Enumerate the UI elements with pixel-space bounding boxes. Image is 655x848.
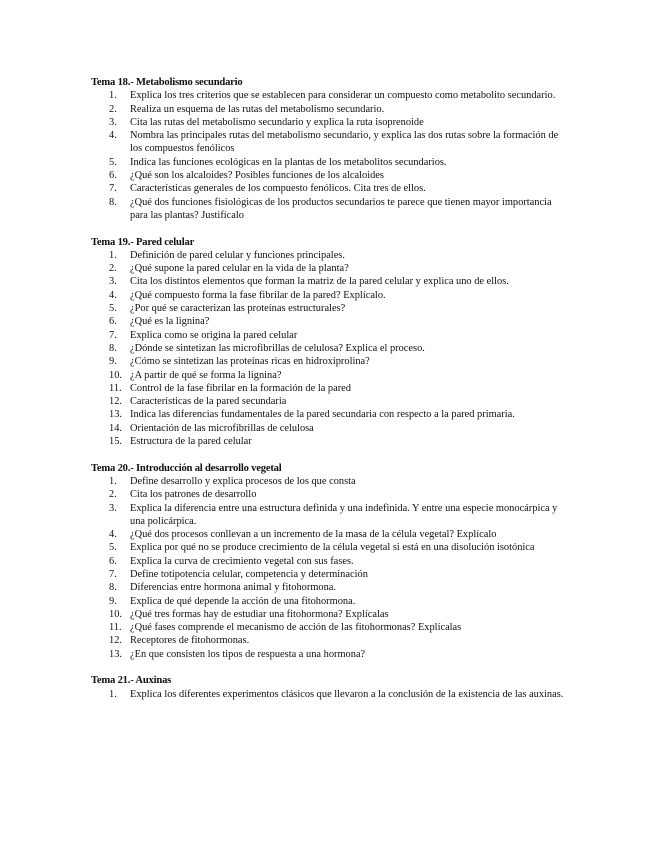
list-item bbox=[0, 688, 655, 701]
item-text: Realiza un esquema de las rutas del metabolismo secundario. bbox=[130, 103, 385, 115]
item-number: 13. bbox=[109, 648, 122, 660]
item-number: 1. bbox=[109, 90, 117, 102]
list-item bbox=[0, 528, 655, 541]
document-page bbox=[0, 76, 655, 701]
item-text: ¿Qué dos funciones fisiológicas de los productos secundarios te parece que tienen mayor importancia para las plantas? Justifícalo bbox=[130, 196, 552, 221]
section-tema-19 bbox=[0, 236, 655, 449]
list-item bbox=[0, 541, 655, 554]
item-number: 5. bbox=[109, 156, 117, 168]
item-number: 1. bbox=[109, 475, 117, 487]
item-text: Definición de pared celular y funciones principales. bbox=[130, 249, 345, 261]
list-item bbox=[0, 568, 655, 581]
item-number: 12. bbox=[109, 396, 122, 408]
section-title: Tema 18.- Metabolismo secundario bbox=[91, 77, 243, 88]
item-number: 8. bbox=[109, 582, 117, 594]
list-item bbox=[0, 648, 655, 661]
item-text: ¿Qué supone la pared celular en la vida de la planta? bbox=[130, 263, 349, 275]
list-item bbox=[0, 275, 655, 288]
list-item bbox=[0, 262, 655, 275]
item-text: Nombra las principales rutas del metabolismo secundario, y explica las dos rutas sobre la formación de los compuestos fenólicos bbox=[130, 130, 559, 155]
item-number: 4. bbox=[109, 529, 117, 541]
item-text: Estructura de la pared celular bbox=[130, 436, 252, 448]
item-text: Diferencias entre hormona animal y fitohormona. bbox=[130, 582, 337, 594]
list-item bbox=[0, 342, 655, 355]
item-text: Características generales de los compuesto fenólicos. Cita tres de ellos. bbox=[130, 183, 426, 195]
item-text: Explica la diferencia entre una estructura definida y una indefinida. Y entre una especie monocárpica y una policárpica. bbox=[130, 502, 558, 527]
item-text: Explica por qué no se produce crecimiento de la célula vegetal si está en una disolución isotónica bbox=[130, 542, 535, 554]
list-item bbox=[0, 129, 655, 156]
item-number: 5. bbox=[109, 542, 117, 554]
item-number: 5. bbox=[109, 303, 117, 315]
list-item bbox=[0, 103, 655, 116]
item-text: Características de la pared secundaria bbox=[130, 396, 287, 408]
item-text: ¿Cómo se sintetizan las proteínas ricas en hidroxiprolina? bbox=[130, 356, 370, 368]
item-text: ¿A partir de qué se forma la lignina? bbox=[130, 369, 282, 381]
item-text: ¿Qué es la lignina? bbox=[130, 316, 210, 328]
item-number: 11. bbox=[109, 382, 122, 394]
section-gap bbox=[0, 448, 655, 461]
list-item bbox=[0, 621, 655, 634]
item-number: 4. bbox=[109, 289, 117, 301]
list-item bbox=[0, 581, 655, 594]
list-item bbox=[0, 289, 655, 302]
item-number: 6. bbox=[109, 170, 117, 182]
section-tema-18 bbox=[0, 76, 655, 222]
item-text: ¿Dónde se sintetizan las microfibrillas de celulosa? Explica el proceso. bbox=[130, 342, 425, 354]
list-item bbox=[0, 196, 655, 223]
item-text: ¿Qué dos procesos conllevan a un incremento de la masa de la célula vegetal? Explícalo bbox=[130, 529, 497, 541]
section-title: Tema 19.- Pared celular bbox=[91, 236, 195, 248]
item-text: Explica los diferentes experimentos clásicos que llevaron a la conclusión de la existencia de las auxinas. bbox=[130, 688, 564, 700]
list-item bbox=[0, 169, 655, 182]
section-gap bbox=[0, 222, 655, 235]
item-text: Explica como se origina la pared celular bbox=[130, 329, 298, 341]
list-item bbox=[0, 488, 655, 501]
item-text: ¿Qué compuesto forma la fase fibrilar de la pared? Explícalo. bbox=[130, 289, 386, 301]
list-item bbox=[0, 435, 655, 448]
section-gap bbox=[0, 661, 655, 674]
list-item bbox=[0, 395, 655, 408]
list-item bbox=[0, 315, 655, 328]
item-text: ¿Qué son los alcaloides? Posibles funciones de los alcaloides bbox=[130, 170, 384, 182]
item-number: 6. bbox=[109, 555, 117, 567]
item-text: ¿Por qué se caracterizan las proteínas estructurales? bbox=[130, 303, 346, 315]
item-text: Cita los patrones de desarrollo bbox=[130, 489, 257, 501]
list-item bbox=[0, 249, 655, 262]
section-title: Tema 21.- Auxinas bbox=[91, 675, 172, 687]
item-text: Cita los distintos elementos que forman la matriz de la pared celular y explica uno de ellos. bbox=[130, 276, 509, 288]
item-number: 7. bbox=[109, 568, 117, 580]
question-list bbox=[0, 475, 655, 661]
section-title: Tema 20.- Introducción al desarrollo vegetal bbox=[91, 462, 282, 474]
question-list bbox=[0, 688, 655, 701]
item-text: Indica las diferencias fundamentales de la pared secundaria con respecto a la pared primaria. bbox=[130, 409, 515, 421]
item-text: Define desarrollo y explica procesos de los que consta bbox=[130, 475, 356, 487]
item-text: Cita las rutas del metabolismo secundario y explica la ruta isoprenoide bbox=[130, 116, 424, 128]
list-item bbox=[0, 89, 655, 102]
question-list bbox=[0, 89, 655, 222]
list-item bbox=[0, 502, 655, 529]
item-text: Orientación de las microfibrillas de celulosa bbox=[130, 422, 314, 434]
item-number: 9. bbox=[109, 356, 117, 368]
list-item bbox=[0, 329, 655, 342]
item-text: ¿En que consisten los tipos de respuesta a una hormona? bbox=[130, 648, 366, 660]
item-number: 2. bbox=[109, 489, 117, 501]
item-number: 3. bbox=[109, 276, 117, 288]
item-text: Explica de qué depende la acción de una fitohormona. bbox=[130, 595, 356, 607]
list-item bbox=[0, 475, 655, 488]
item-number: 13. bbox=[109, 409, 122, 421]
item-number: 11. bbox=[109, 622, 122, 634]
list-item bbox=[0, 302, 655, 315]
item-number: 1. bbox=[109, 249, 117, 261]
item-text: Define totipotencia celular, competencia y determinación bbox=[130, 568, 368, 580]
item-number: 15. bbox=[109, 436, 122, 448]
item-number: 3. bbox=[109, 502, 117, 514]
list-item bbox=[0, 608, 655, 621]
item-number: 12. bbox=[109, 635, 122, 647]
question-list bbox=[0, 249, 655, 448]
item-text: ¿Qué fases comprende el mecanismo de acción de las fitohormonas? Explícalas bbox=[130, 622, 462, 634]
item-number: 2. bbox=[109, 103, 117, 115]
item-number: 10. bbox=[109, 369, 122, 381]
list-item bbox=[0, 116, 655, 129]
item-number: 4. bbox=[109, 130, 117, 142]
section-tema-20 bbox=[0, 462, 655, 661]
item-number: 8. bbox=[109, 342, 117, 354]
item-text: Explica los tres criterios que se establecen para considerar un compuesto como metabolito secundario. bbox=[130, 90, 556, 102]
item-number: 1. bbox=[109, 688, 117, 700]
item-text: Indica las funciones ecológicas en la plantas de los metabolitos secundarios. bbox=[130, 156, 447, 168]
list-item bbox=[0, 182, 655, 195]
section-tema-21 bbox=[0, 674, 655, 701]
item-number: 2. bbox=[109, 263, 117, 275]
item-number: 6. bbox=[109, 316, 117, 328]
item-text: Explica la curva de crecimiento vegetal con sus fases. bbox=[130, 555, 354, 567]
list-item bbox=[0, 408, 655, 421]
list-item bbox=[0, 382, 655, 395]
item-text: ¿Qué tres formas hay de estudiar una fitohormona? Explícalas bbox=[130, 608, 389, 620]
list-item bbox=[0, 422, 655, 435]
item-number: 9. bbox=[109, 595, 117, 607]
item-number: 3. bbox=[109, 116, 117, 128]
item-number: 10. bbox=[109, 608, 122, 620]
item-text: Control de la fase fibrilar en la formación de la pared bbox=[130, 382, 351, 394]
item-number: 7. bbox=[109, 329, 117, 341]
item-text: Receptores de fitohormonas. bbox=[130, 635, 250, 647]
item-number: 8. bbox=[109, 196, 117, 208]
list-item bbox=[0, 156, 655, 169]
list-item bbox=[0, 634, 655, 647]
item-number: 7. bbox=[109, 183, 117, 195]
list-item bbox=[0, 369, 655, 382]
list-item bbox=[0, 595, 655, 608]
list-item bbox=[0, 555, 655, 568]
item-number: 14. bbox=[109, 422, 122, 434]
list-item bbox=[0, 355, 655, 368]
